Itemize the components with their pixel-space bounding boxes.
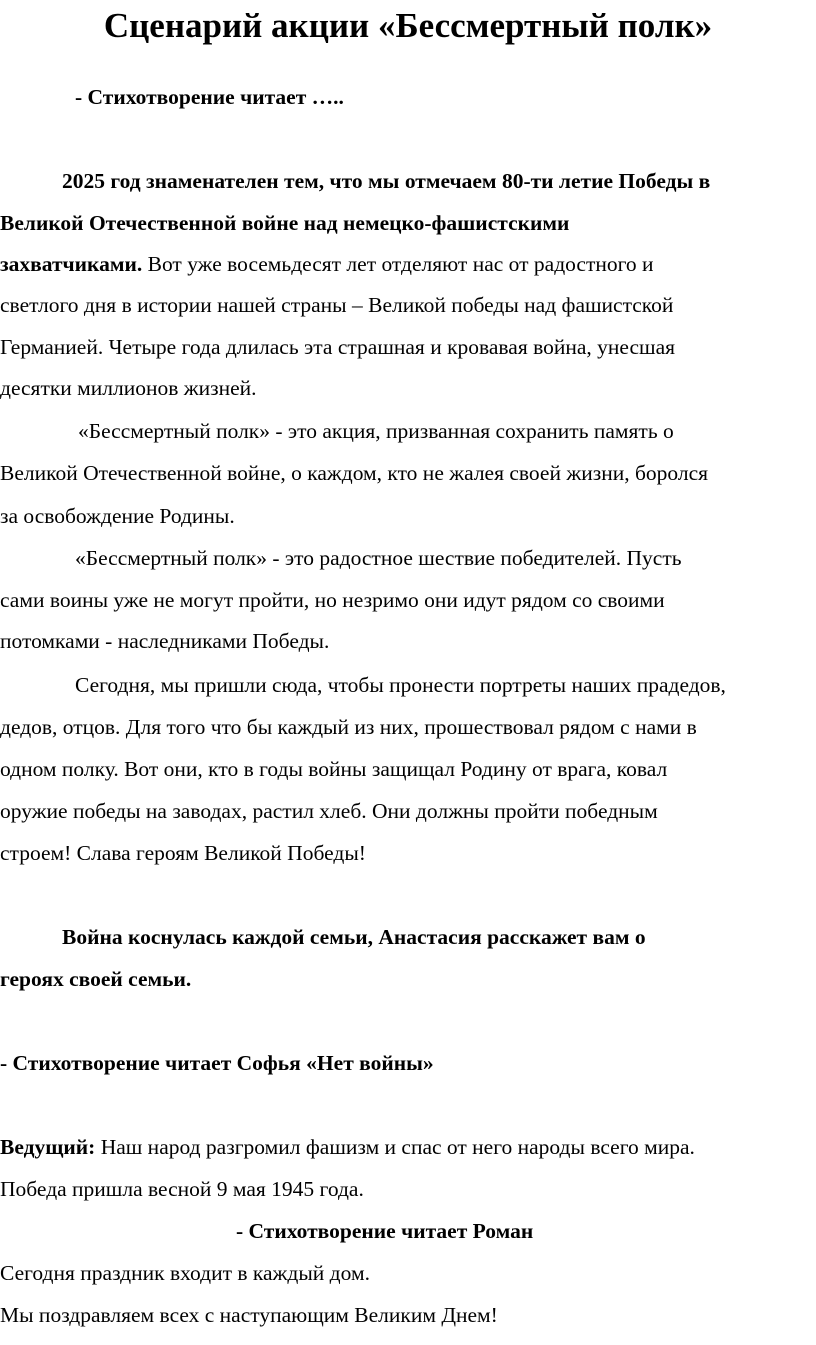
para3-line-3: потомками - наследниками Победы.: [0, 629, 330, 653]
para2-line-1: «Бессмертный полк» - это акция, призванная сохранить память о: [78, 419, 674, 443]
war-family-line-2: героях своей семьи.: [0, 967, 192, 991]
para2-line-3: за освобождение Родины.: [0, 504, 235, 528]
host-line-1: [0, 1132, 695, 1162]
intro-bold-end: захватчиками.: [0, 252, 143, 276]
poem-reader-sofia: - Стихотворение читает Софья «Нет войны»: [0, 1051, 434, 1075]
para4-line-4: оружие победы на заводах, растил хлеб. Они должны пройти победным: [0, 799, 658, 823]
para3-line-1: «Бессмертный полк» - это радостное шествие победителей. Пусть: [75, 546, 682, 570]
para4-line-5: строем! Слава героям Великой Победы!: [0, 841, 366, 865]
intro-line-5: Германией. Четыре года длилась эта страшная и кровавая война, унесшая: [0, 335, 676, 359]
host-label: Ведущий:: [0, 1135, 96, 1159]
host-line-2: Победа пришла весной 9 мая 1945 года.: [0, 1177, 364, 1201]
poem-reader-line: - Стихотворение читает …..: [75, 85, 344, 109]
intro-line-2: Великой Отечественной войне над немецко-фашистскими: [0, 211, 570, 235]
intro-line-4: светлого дня в истории нашей страны – Великой победы над фашистской: [0, 293, 674, 317]
closing-line-2: Мы поздравляем всех с наступающим Великим Днем!: [0, 1303, 498, 1327]
intro-line-1: 2025 год знаменателен тем, что мы отмечаем 80-ти летие Победы в: [62, 169, 711, 193]
para4-line-3: одном полку. Вот они, кто в годы войны защищал Родину от врага, ковал: [0, 757, 668, 781]
war-family-line-1: Война коснулась каждой семьи, Анастасия расскажет вам о: [62, 925, 646, 949]
para4-line-1: Сегодня, мы пришли сюда, чтобы пронести портреты наших прадедов,: [75, 673, 726, 697]
para2-line-2: Великой Отечественной войне, о каждом, кто не жалея своей жизни, боролся: [0, 461, 709, 485]
intro-line-3: [0, 249, 654, 279]
page-title: Сценарий акции «Бессмертный полк»: [103, 6, 713, 45]
para3-line-2: сами воины уже не могут пройти, но незримо они идут рядом со своими: [0, 588, 665, 612]
closing-line-1: Сегодня праздник входит в каждый дом.: [0, 1261, 370, 1285]
intro-line-6: десятки миллионов жизней.: [0, 376, 257, 400]
para4-line-2: дедов, отцов. Для того что бы каждый из них, прошествовал рядом с нами в: [0, 715, 697, 739]
poem-reader-roman: - Стихотворение читает Роман: [236, 1219, 534, 1243]
host-text: Наш народ разгромил фашизм и спас от него народы всего мира.: [95, 1135, 695, 1159]
intro-text-start: Вот уже восемьдесят лет отделяют нас от радостного и: [142, 252, 654, 276]
